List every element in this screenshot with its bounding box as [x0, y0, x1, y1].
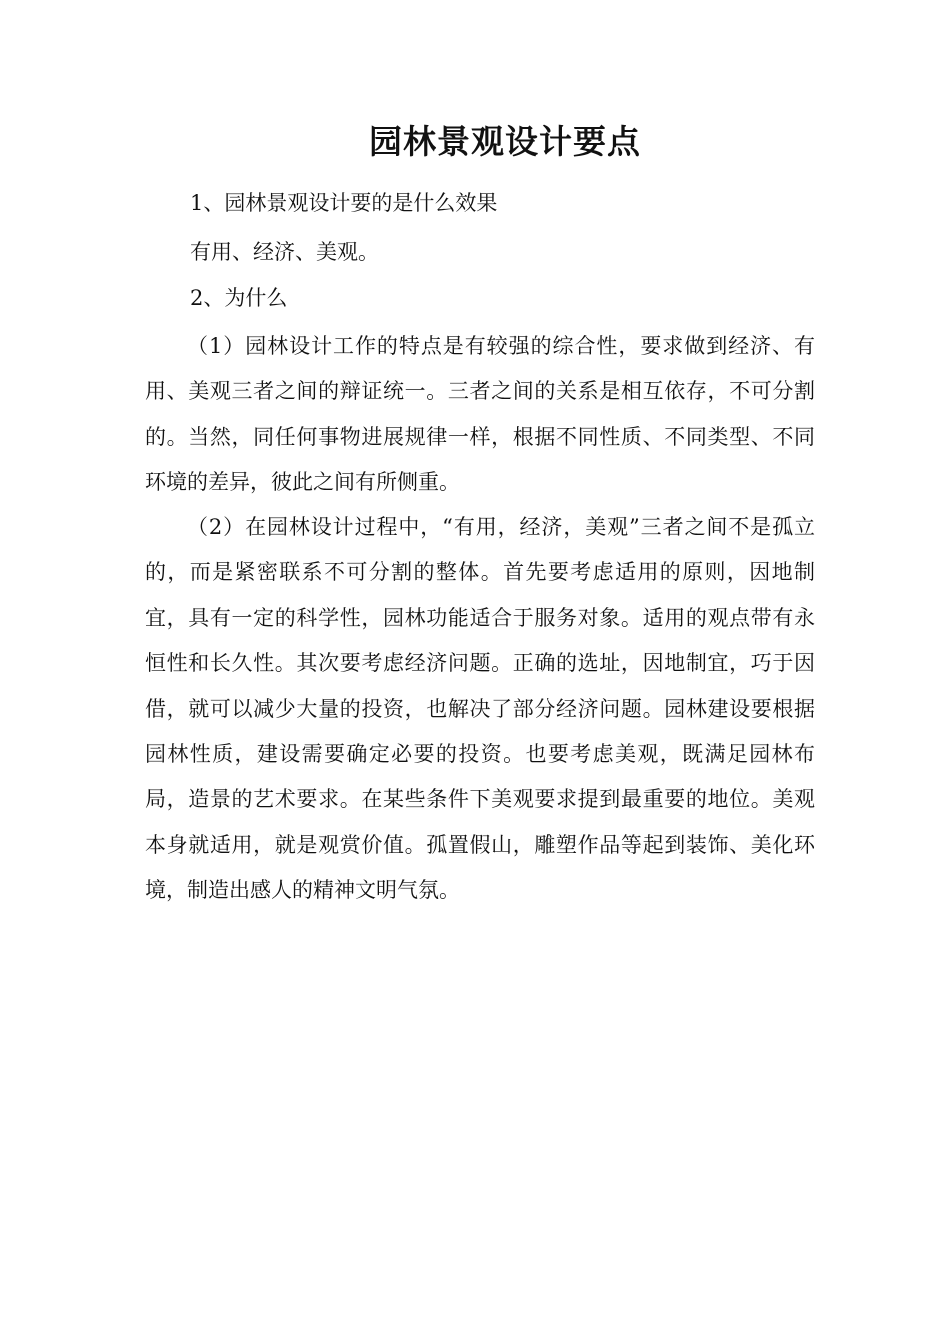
section-answer-1: 有用、经济、美观。 [190, 240, 379, 264]
document-title: 园林景观设计要点 [369, 122, 641, 161]
paragraph-2: （2）在园林设计过程中，“有用，经济，美观”三者之间不是孤立的，而是紧密联系不可分割的整体。首先要考虑适用的原则，因地制宜，具有一定的科学性，园林功能适合于服务对象。适用的观点带有永恒性和长久性。其次要考虑经济问题。正确的选址，因地制宜，巧于因借，就可以减少大量的投资，也解决了部分经济问题。园林建设要根据园林性质，建设需要确定必要的投资。也要考虑美观，既满足园林布局，造景的艺术要求。在某些条件下美观要求提到最重要的地位。美观本身就适用，就是观赏价值。孤置假山，雕塑作品等起到装饰、美化环境，制造出感人的精神文明气氛。 [145, 515, 815, 903]
paragraph-1: （1）园林设计工作的特点是有较强的综合性，要求做到经济、有用、美观三者之间的辩证统一。三者之间的关系是相互依存，不可分割的。当然，同任何事物进展规律一样，根据不同性质、不同类型、不同环境的差异，彼此之间有所侧重。 [145, 334, 815, 495]
section-heading-1: 1、园林景观设计要的是什么效果 [190, 191, 498, 215]
section-heading-2: 2、为什么 [190, 286, 288, 310]
